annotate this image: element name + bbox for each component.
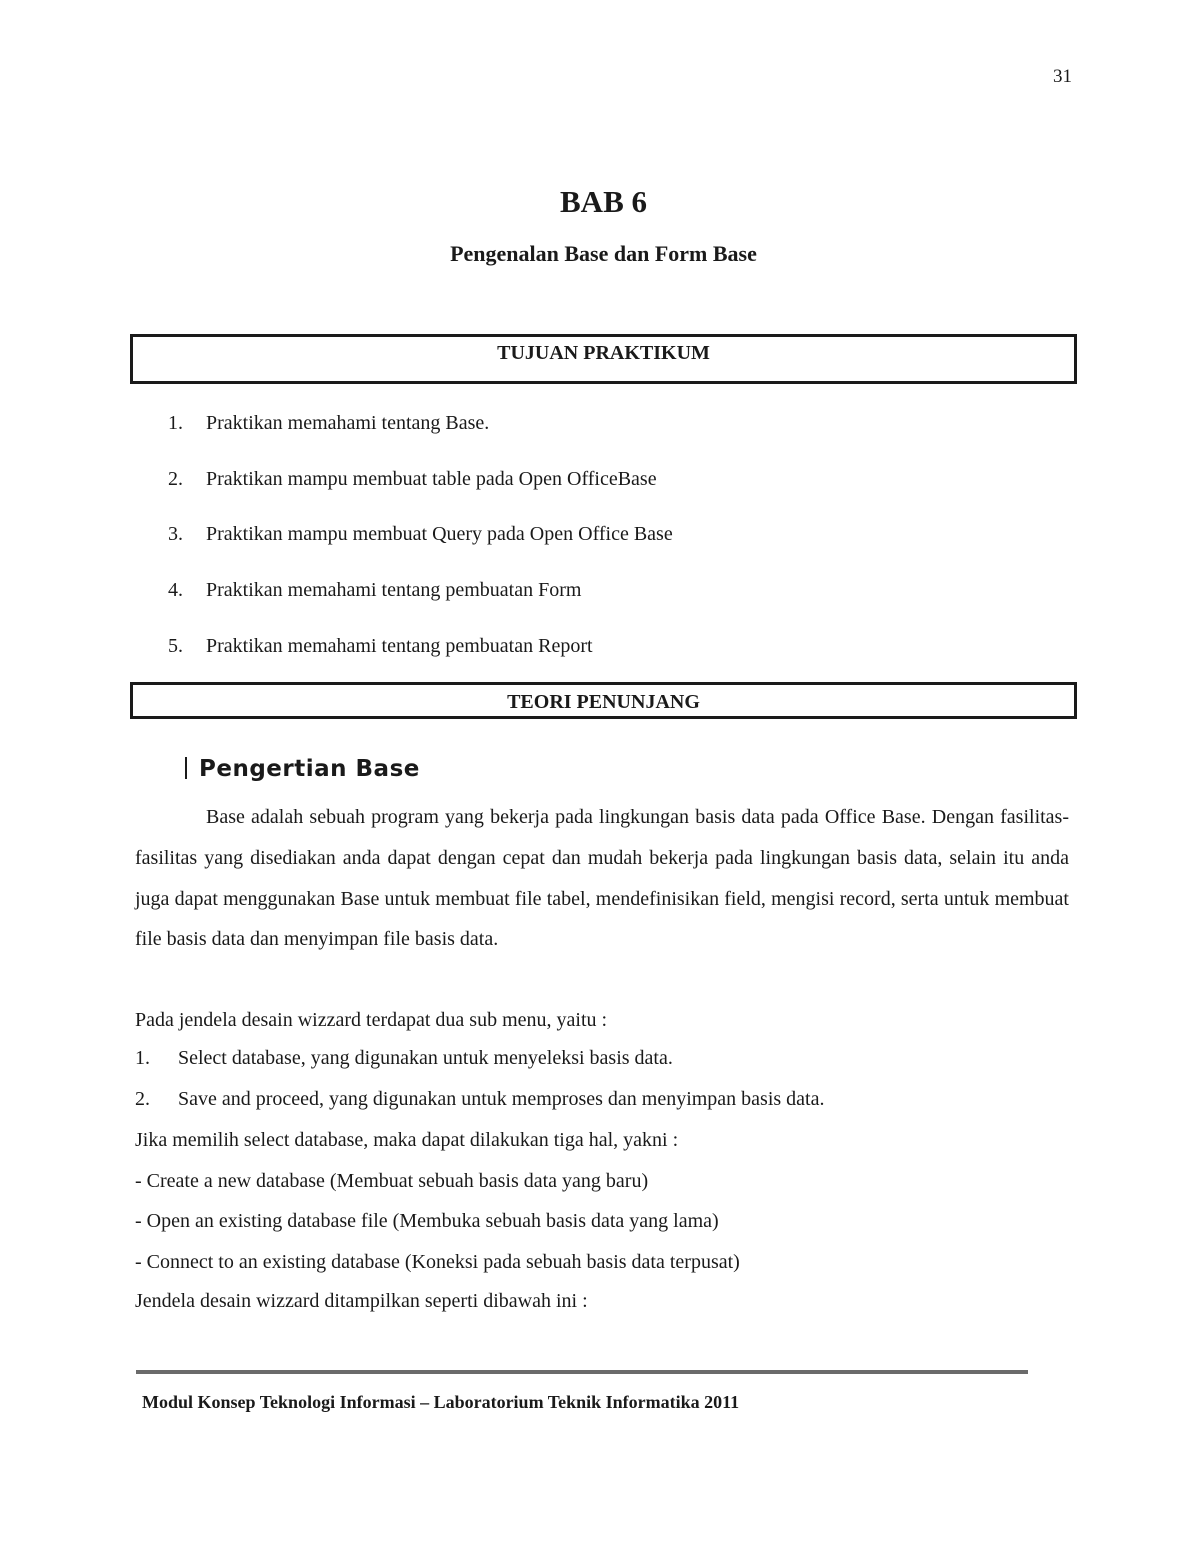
objectives-heading: TUJUAN PRAKTIKUM — [497, 342, 710, 364]
objectives-heading-box — [130, 334, 1077, 384]
wizard-intro: Pada jendela desain wizzard terdapat dua sub menu, yaitu : — [135, 1009, 608, 1031]
list-item — [135, 1043, 673, 1073]
list-item-number: 2. — [168, 467, 183, 490]
list-item-number: 3. — [168, 523, 183, 546]
chapter-subtitle: Pengenalan Base dan Form Base — [450, 241, 757, 266]
footer-text: Modul Konsep Teknologi Informasi – Laboratorium Teknik Informatika 2011 — [142, 1392, 740, 1412]
list-item — [168, 519, 673, 575]
list-item-text: Praktikan memahami tentang pembuatan Form — [206, 579, 582, 602]
list-item-text: Save and proceed, yang digunakan untuk memproses dan menyimpan basis data. — [178, 1088, 825, 1110]
theory-heading: TEORI PENUNJANG — [507, 691, 700, 713]
list-item — [168, 575, 673, 631]
select-intro: Jika memilih select database, maka dapat dilakukan tiga hal, yakni : — [135, 1129, 679, 1151]
list-item — [135, 1084, 825, 1114]
list-item-number: 5. — [168, 634, 183, 657]
list-item-number: 2. — [135, 1088, 150, 1110]
section-marker — [185, 757, 187, 779]
list-item-text: Praktikan mampu membuat table pada Open OfficeBase — [206, 467, 657, 490]
option-line: - Create a new database (Membuat sebuah basis data yang baru) — [135, 1170, 649, 1192]
section-heading — [185, 756, 420, 782]
option-line: - Connect to an existing database (Koneksi pada sebuah basis data terpusat) — [135, 1251, 740, 1273]
list-item-number: 1. — [168, 412, 183, 434]
list-item — [168, 464, 673, 520]
list-item-number: 1. — [135, 1047, 150, 1069]
footer-divider — [136, 1370, 1028, 1374]
list-item — [168, 631, 673, 687]
list-item-text: Praktikan mampu membuat Query pada Open Office Base — [206, 523, 673, 546]
list-item-text: Select database, yang digunakan untuk menyeleksi basis data. — [178, 1047, 673, 1069]
chapter-title: BAB 6 — [560, 184, 647, 219]
option-line: - Open an existing database file (Membuka sebuah basis data yang lama) — [135, 1210, 719, 1232]
list-item — [168, 408, 673, 464]
closing-line: Jendela desain wizzard ditampilkan seperti dibawah ini : — [135, 1290, 588, 1312]
list-item-text: Praktikan memahami tentang Base. — [206, 412, 490, 434]
list-item-text: Praktikan memahami tentang pembuatan Report — [206, 634, 593, 657]
page-number: 31 — [1053, 66, 1072, 87]
body-paragraph: Base adalah sebuah program yang bekerja pada lingkungan basis data pada Office Base. Dengan fasilitas-fasilitas yang disediakan anda dapat dengan cepat dan mudah bekerja pada lingkungan basis data, selain itu anda juga dapat menggunakan Base untuk membuat file tabel, mendefinisikan field, mengisi record, serta untuk membuat file basis data dan menyimpan file basis data. — [135, 806, 1069, 951]
list-item-number: 4. — [168, 579, 183, 602]
section-title: Pengertian Base — [199, 756, 420, 782]
objectives-list — [168, 408, 673, 686]
theory-heading-box — [130, 682, 1077, 719]
